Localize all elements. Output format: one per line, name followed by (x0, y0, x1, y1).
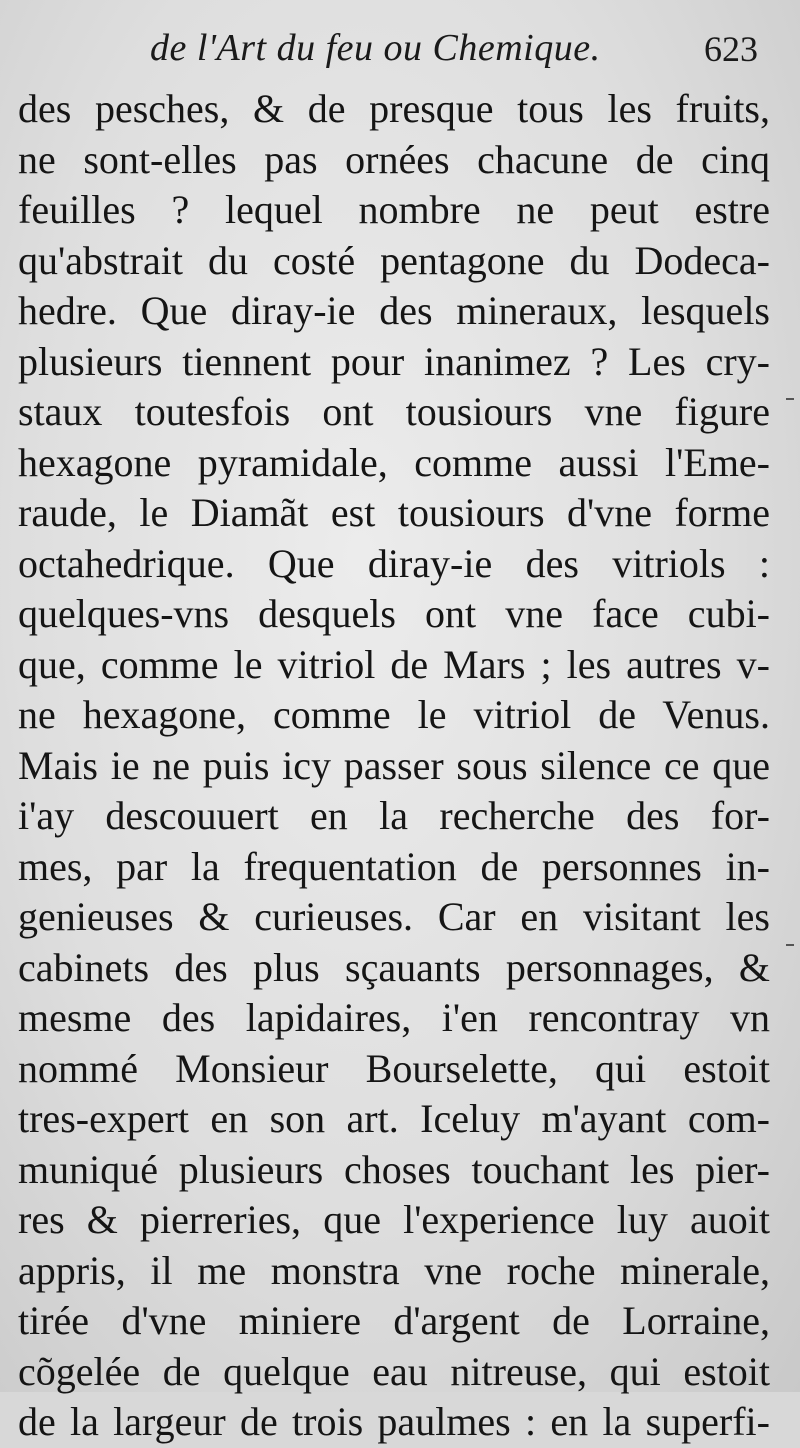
text-line: que, comme le vitriol de Mars ; les autres v- (18, 641, 770, 687)
text-line: octahedrique. Que diray-ie des vitriols : (18, 540, 770, 586)
text-line: mes, par la frequentation de personnes in- (18, 843, 770, 889)
text-line: feuilles ? lequel nombre ne peut estre (18, 187, 770, 232)
body-text (18, 84, 770, 1448)
text-line: cõgelée de quelque eau nitreuse, qui estoit (18, 1348, 770, 1394)
text-line: appris, il me monstra vne roche minerale, (18, 1247, 770, 1293)
text-line: i'ay descouuert en la recherche des for- (18, 793, 770, 838)
text-line: hexagone pyramidale, comme aussi l'Eme- (18, 439, 770, 485)
running-title: de l'Art du feu ou Chemique. (150, 27, 601, 69)
margin-mark (786, 944, 794, 946)
text-line: staux toutesfois ont tousiours vne figure (18, 389, 770, 434)
text-line: tirée d'vne miniere d'argent de Lorraine, (18, 1298, 770, 1343)
text-line: res & pierreries, que l'experience luy auoit (18, 1197, 770, 1242)
text-line: raude, le Diamãt est tousiours d'vne forme (18, 490, 770, 535)
text-line: quelques-vns desquels ont vne face cubi- (18, 591, 770, 636)
text-line: Mais ie ne puis icy passer sous silence ce que (18, 742, 770, 788)
text-line: ne sont-elles pas ornées chacune de cinq (18, 136, 770, 182)
text-line: des pesches, & de presque tous les fruits, (18, 86, 770, 131)
margin-mark (786, 398, 794, 400)
page-header (0, 22, 800, 82)
page-number: 623 (704, 29, 758, 69)
text-line: mesme des lapidaires, i'en rencontray vn (18, 995, 770, 1040)
text-line: cabinets des plus sçauants personnages, & (18, 944, 770, 990)
text-line: tres-expert en son art. Iceluy m'ayant com- (18, 1096, 770, 1141)
text-line: muniqué plusieurs choses touchant les pier- (18, 1146, 770, 1192)
text-line: hedre. Que diray-ie des mineraux, lesquels (18, 288, 770, 333)
text-line: ne hexagone, comme le vitriol de Venus. (18, 692, 770, 737)
text-line: qu'abstrait du costé pentagone du Dodeca- (18, 237, 770, 283)
text-line: genieuses & curieuses. Car en visitant les (18, 894, 770, 939)
text-line: nommé Monsieur Bourselette, qui estoit (18, 1045, 770, 1091)
text-line: plusieurs tiennent pour inanimez ? Les cry- (18, 338, 770, 384)
text-line: de la largeur de trois paulmes : en la superfi- (18, 1399, 770, 1444)
